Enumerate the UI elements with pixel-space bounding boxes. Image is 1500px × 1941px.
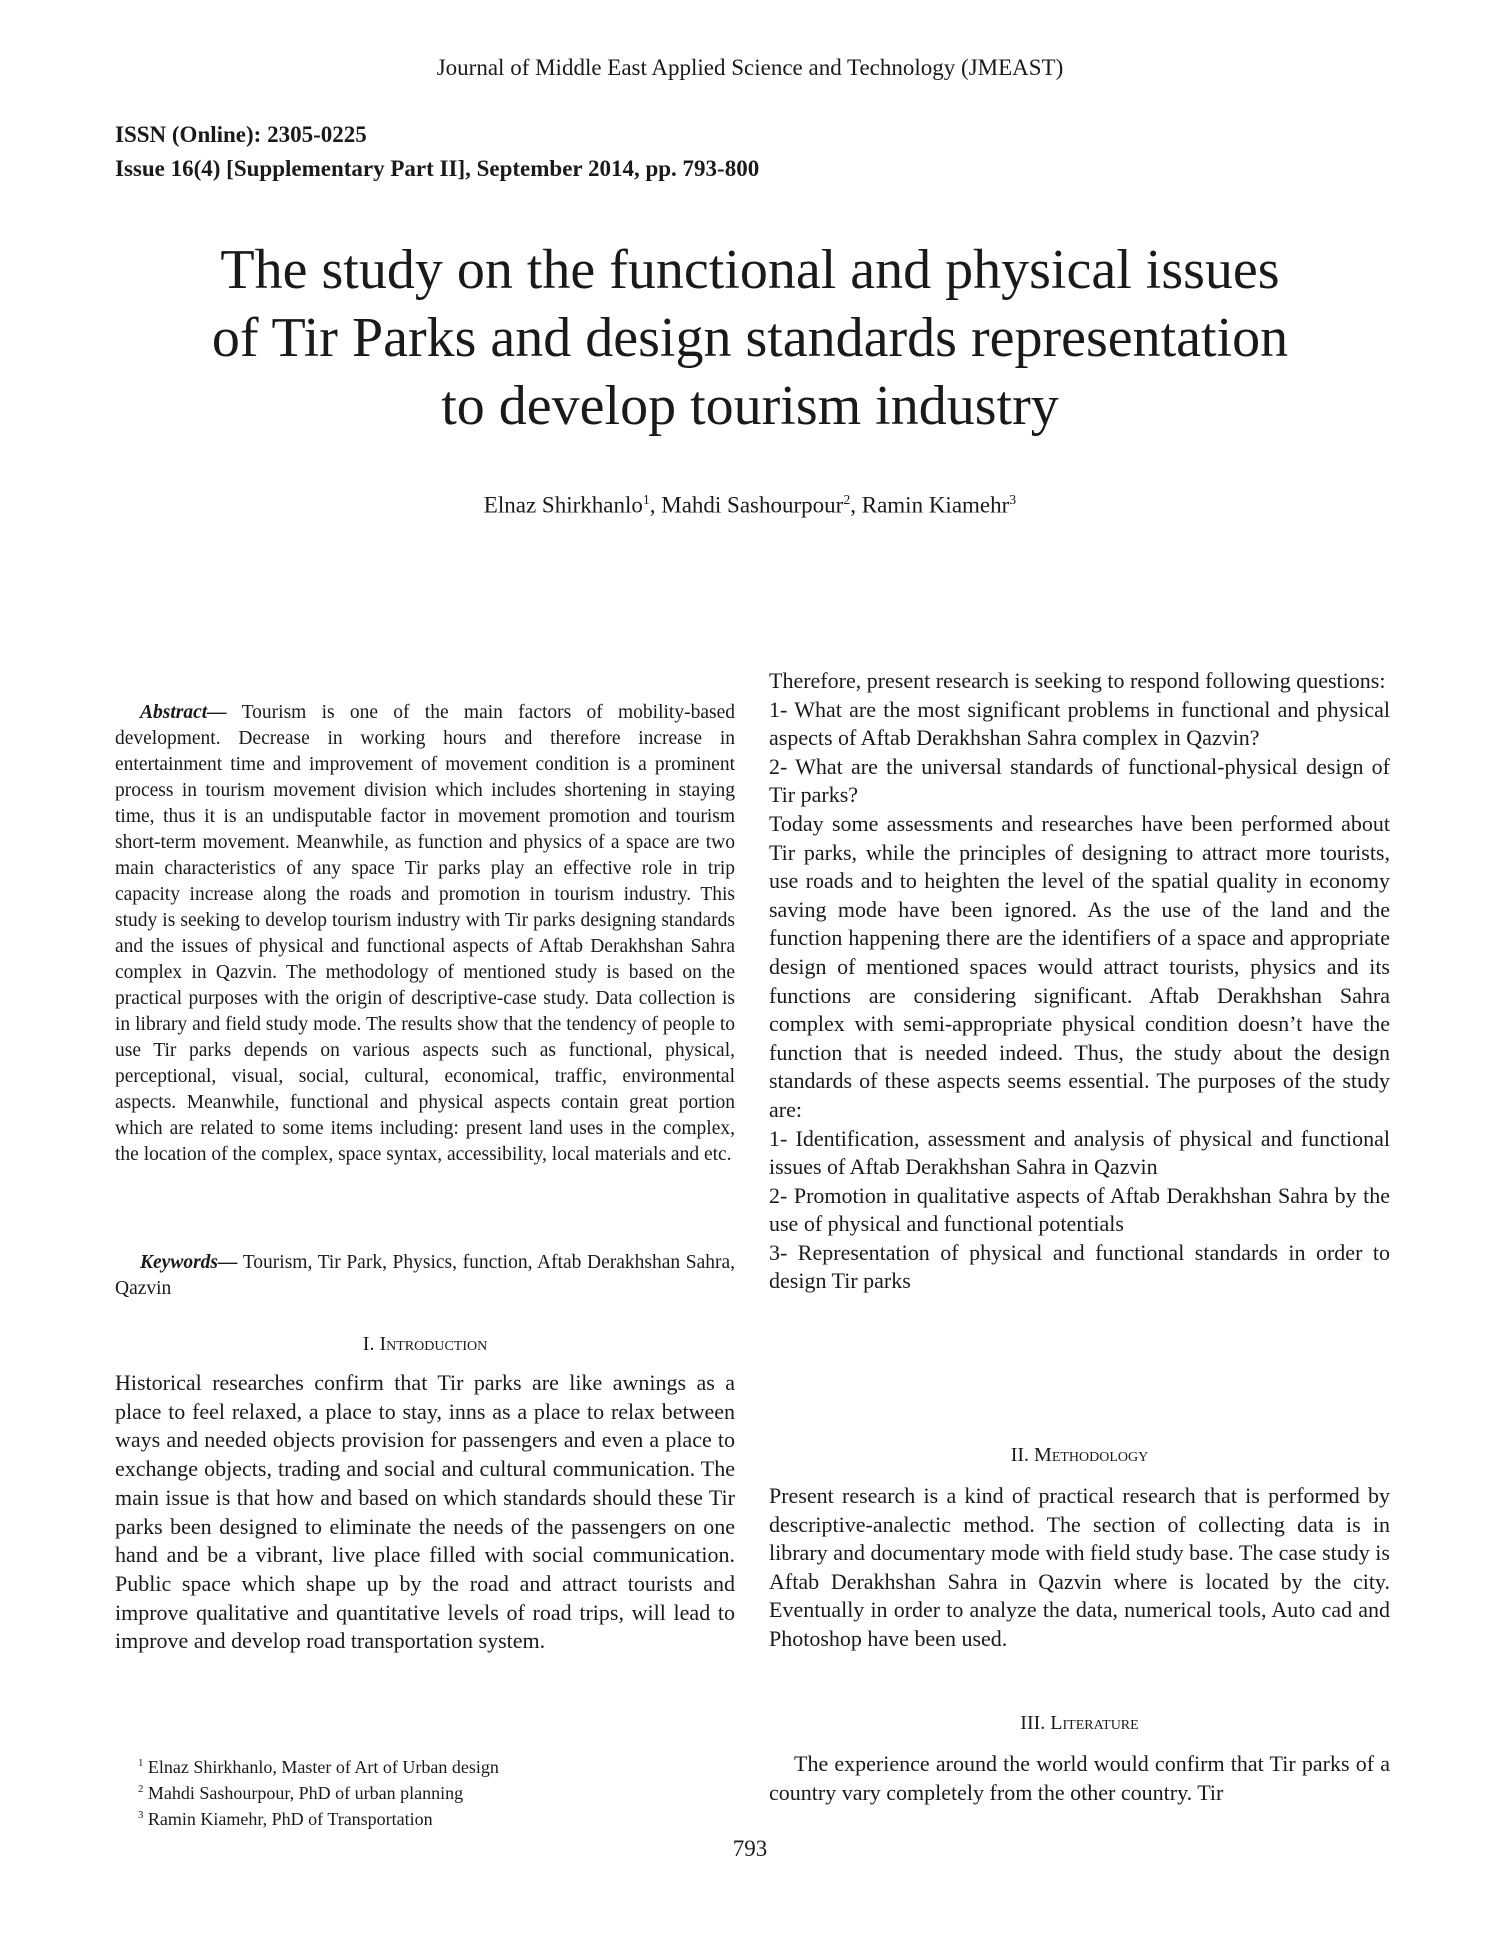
author-sup: 2	[843, 492, 851, 507]
issn: ISSN (Online): 2305-0225	[115, 122, 367, 147]
author-sup: 3	[1009, 492, 1017, 507]
section-heading-literature	[769, 1712, 1390, 1735]
section-heading-introduction	[115, 1333, 735, 1356]
issue: Issue 16(4) [Supplementary Part II], September 2014, pp. 793-800	[115, 156, 760, 181]
footnote-mark: 2	[138, 1783, 144, 1795]
abstract-text: Tourism is one of the main factors of mobility-based development. Decrease in working hours and therefore increase in entertainment time and improvement of movement condition is a prominent process in tourism movement division which includes shortening in staying time, thus it is an undisputable factor in movement promotion and tourism short-term movement. Meanwhile, as function and physics of a space are two main characteristics of any space Tir parks play an effective role in trip capacity increase along the roads and promotion in tourism industry. This study is seeking to develop tourism industry with Tir parks designing standards and the issues of physical and functional aspects of Aftab Derakhshan Sahra complex in Qazvin. The methodology of mentioned study is based on the practical purposes with the origin of descriptive-case study. Data collection is in library and field study mode. The results show that the tendency of people to use Tir parks depends on various aspects such as functional, physical, perceptional, visual, social, cultural, economical, traffic, environmental aspects. Meanwhile, functional and physical aspects contain great portion which are related to some items including: present land uses in the complex, the location of the complex, space syntax, accessibility, local materials and etc.	[115, 702, 735, 1165]
footnotes	[138, 1752, 499, 1830]
title-line: to develop tourism industry	[441, 375, 1059, 437]
footnote	[138, 1752, 499, 1778]
journal-name: Journal of Middle East Applied Science and Technology (JMEAST)	[436, 55, 1064, 80]
author-sup: 1	[642, 492, 650, 507]
author: Elnaz Shirkhanlo	[483, 492, 643, 518]
section-heading-methodology	[769, 1444, 1390, 1467]
section-number: II.	[1010, 1444, 1030, 1466]
title-line: of Tir Parks and design standards representation	[211, 307, 1289, 369]
footnote-mark: 1	[138, 1757, 144, 1769]
section-title: Methodology	[1034, 1444, 1149, 1466]
keywords-text: Tourism, Tir Park, Physics, function, Aftab Derakhshan Sahra, Qazvin	[115, 1252, 735, 1299]
author: Mahdi Sashourpour	[661, 492, 844, 518]
section-title: Literature	[1050, 1712, 1139, 1734]
methodology-text: Present research is a kind of practical research that is performed by descriptive-analectic method. The section of collecting data is in library and documentary mode with field study base. The case study is Aftab Derakhshan Sahra in Qazvin where is located by the city. Eventually in order to analyze the data, numerical tools, Auto cad and Photoshop have been used.	[769, 1483, 1390, 1651]
keywords	[115, 1250, 735, 1302]
abstract	[115, 700, 735, 1168]
keywords-label: Keywords—	[140, 1252, 238, 1273]
footnote-text: Ramin Kiamehr, PhD of Transportation	[147, 1809, 433, 1829]
paper-title	[0, 236, 1500, 440]
authors: Elnaz Shirkhanlo$^1$, Mahdi Sashourpour$^2$, Ramin Kiamehr$^3$	[483, 492, 1017, 518]
literature-text: The experience around the world would confirm that Tir parks of a country vary completely from the other country. Tir	[769, 1751, 1390, 1805]
section-number: III.	[1020, 1712, 1046, 1734]
footnote	[138, 1804, 499, 1830]
introduction-text: Historical researches confirm that Tir parks are like awnings as a place to feel relaxed, a place to stay, inns as a place to relax between ways and needed objects provision for passengers and even a place to exchange objects, trading and social and cultural communication. The main issue is that how and based on which standards should these Tir parks been designed to eliminate the needs of the passengers on one hand and be a vibrant, live place filled with social communication. Public space which shape up by the road and attract tourists and improve qualitative and quantitative levels of road trips, will lead to improve and develop road transportation system.	[115, 1370, 735, 1654]
section-title: Introduction	[379, 1333, 488, 1355]
section-number: I.	[362, 1333, 375, 1355]
paragraph: Therefore, present research is seeking to respond following questions:	[769, 668, 1386, 693]
paragraph: Today some assessments and researches have been performed about Tir parks, while the principles of designing to attract more tourists, use roads and to heighten the level of the spatial quality in economy saving mode have been ignored. As the use of the land and the function happening there are the identifiers of a space and appropriate design of mentioned spaces would attract tourists, physics and its functions are considering significant. Aftab Derakhshan Sahra complex with semi-appropriate physical condition doesn’t have the function that is needed indeed. Thus, the study about the design standards of these aspects seems essential. The purposes of the study are:	[769, 810, 1390, 1122]
footnote	[138, 1778, 499, 1804]
right-column-text	[769, 667, 1390, 1296]
issue-info	[115, 118, 759, 186]
page-number: 793	[732, 1836, 768, 1861]
paragraph: 1- What are the most significant problems in functional and physical aspects of Aftab Derakhshan Sahra complex in Qazvin?	[769, 696, 1390, 751]
author: Ramin Kiamehr	[861, 492, 1010, 518]
abstract-label: Abstract—	[140, 702, 227, 723]
title-line: The study on the functional and physical issues	[220, 239, 1280, 301]
footnote-text: Elnaz Shirkhanlo, Master of Art of Urban design	[147, 1757, 499, 1777]
paragraph: 2- What are the universal standards of functional-physical design of Tir parks?	[769, 753, 1390, 808]
footnote-text: Mahdi Sashourpour, PhD of urban planning	[147, 1783, 464, 1803]
paragraph: 3- Representation of physical and functional standards in order to design Tir parks	[769, 1239, 1390, 1294]
paragraph: 1- Identification, assessment and analysis of physical and functional issues of Aftab Derakhshan Sahra in Qazvin	[769, 1125, 1390, 1180]
footnote-mark: 3	[138, 1809, 144, 1821]
paragraph: 2- Promotion in qualitative aspects of Aftab Derakhshan Sahra by the use of physical and functional potentials	[769, 1182, 1390, 1237]
